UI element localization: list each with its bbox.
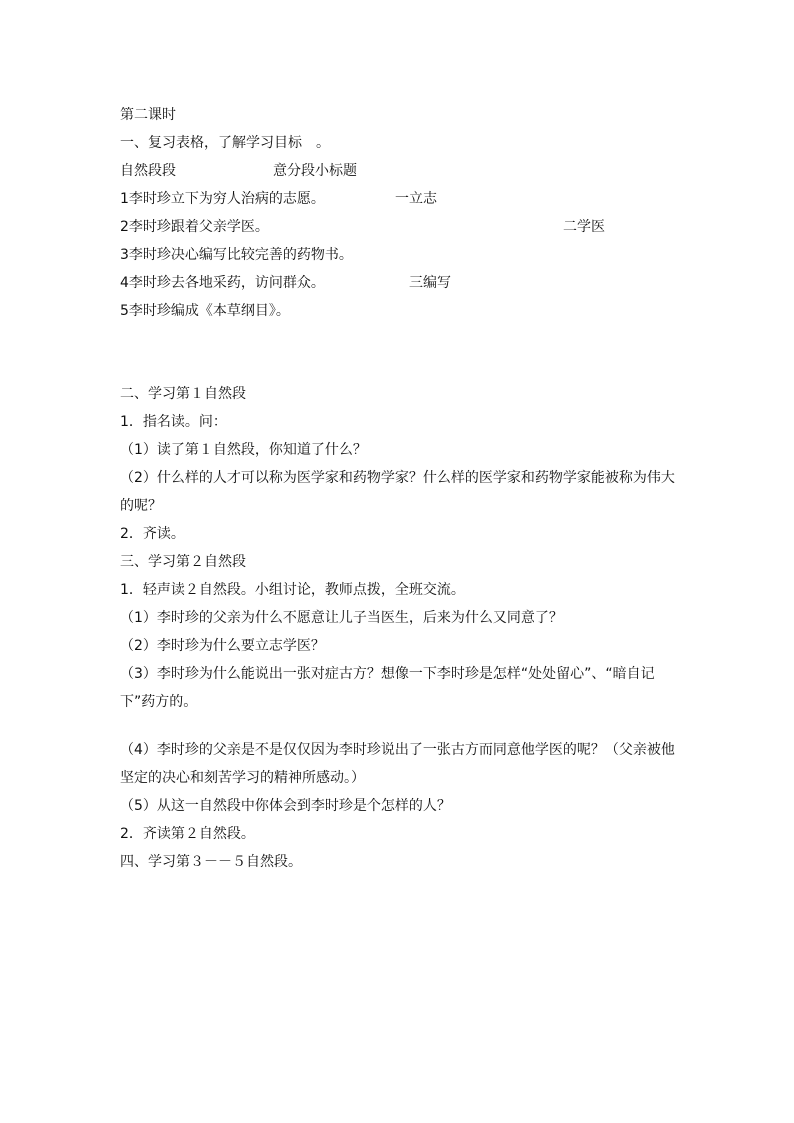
question-4-line2: 坚定的决心和刻苦学习的精神所感动。） <box>120 770 365 786</box>
table-row-2: 2李时珍跟着父亲学医。 <box>120 219 269 235</box>
list-item: 2．齐读。 <box>120 526 185 542</box>
table-row-4-label: 三编写 <box>409 275 451 291</box>
table-row-1: 1李时珍立下为穷人治病的志愿。 <box>120 191 325 207</box>
lesson-title: 第二课时 <box>120 107 176 123</box>
list-item: 1．指名读。问： <box>120 414 227 430</box>
question-2-line2: 的呢？ <box>120 498 162 514</box>
question-4-line1: （4）李时珍的父亲是不是仅仅因为李时珍说出了一张古方而同意他学医的呢？（父亲被他 <box>120 742 675 758</box>
question-2-line1: （2）什么样的人才可以称为医学家和药物学家？什么样的医学家和药物学家能被称为伟大 <box>120 470 675 486</box>
question-1: （1）读了第１自然段，你知道了什么？ <box>120 442 367 458</box>
section-heading-1: 一、复习表格，了解学习目标 。 <box>120 135 330 151</box>
question-1: （1）李时珍的父亲为什么不愿意让儿子当医生，后来为什么又同意了？ <box>120 610 563 626</box>
table-row-2-label: 二学医 <box>563 219 605 235</box>
section-heading-4: 四、学习第３－－５自然段。 <box>120 854 302 870</box>
list-item: 1．轻声读２自然段。小组讨论，教师点拨，全班交流。 <box>120 582 465 598</box>
section-heading-2: 二、学习第１自然段 <box>120 386 246 402</box>
question-5: （5）从这一自然段中你体会到李时珍是个怎样的人？ <box>120 798 451 814</box>
table-row-3: 3李时珍决心编写比较完善的药物书。 <box>120 247 353 263</box>
section-heading-3: 三、学习第２自然段 <box>120 554 246 570</box>
table-row-5: 5李时珍编成《本草纲目》。 <box>120 303 290 319</box>
table-row-1-label: 一立志 <box>395 191 437 207</box>
table-col2-header: 意分段小标题 <box>273 163 357 179</box>
question-3-line1: （3）李时珍为什么能说出一张对症古方？想像一下李时珍是怎样“处处留心”、“暗自记 <box>120 666 655 682</box>
table-row-4: 4李时珍去各地采药，访问群众。 <box>120 275 325 291</box>
question-3-line2: 下”药方的。 <box>120 694 198 710</box>
table-col1-header: 自然段段 <box>120 163 176 179</box>
list-item: 2．齐读第２自然段。 <box>120 826 255 842</box>
question-2: （2）李时珍为什么要立志学医？ <box>120 638 325 654</box>
